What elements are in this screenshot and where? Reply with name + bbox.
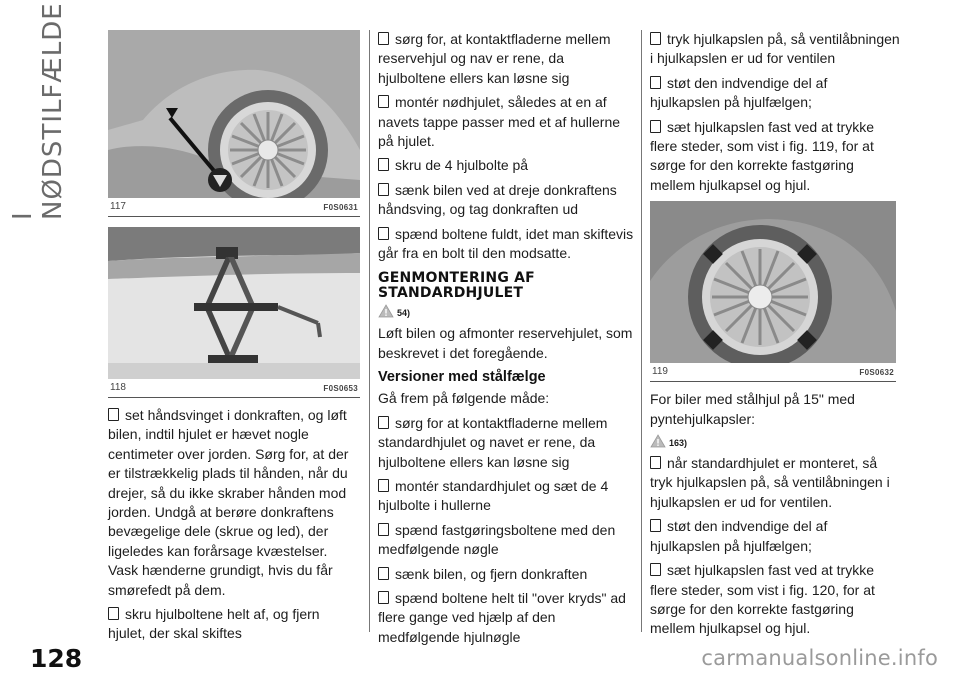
figure-caption — [650, 363, 896, 382]
figure-117 — [108, 30, 360, 217]
figure-number: 119 — [652, 366, 668, 378]
figure-caption — [108, 379, 360, 398]
instruction-item: sæt hjulkapslen fast ved at trykke flere steder, som vist i fig. 119, for at sørge for den korrekte fastgøring mellem hjulkapsel og hjul. — [650, 118, 900, 196]
column-divider — [369, 30, 370, 632]
instruction-item: spænd fastgøringsboltene med den medfølgende nøgle — [378, 521, 634, 560]
instruction-item: når standardhjulet er monteret, så tryk hjulkapslen på, så ventilåbningen i hjulkapslen er ud for ventilen. — [650, 454, 900, 512]
wheel-jack-point-illustration — [108, 30, 360, 198]
paragraph: Løft bilen og afmonter reservehjulet, som beskrevet i det foregående. — [378, 325, 633, 361]
watermark: carmanualsonline.info — [701, 646, 938, 670]
instruction-item: montér nødhjulet, således at en af navets tappe passer med et af hullerne på hjulet. — [378, 93, 634, 151]
warning-reference — [650, 434, 900, 448]
section-heading — [378, 271, 634, 300]
instruction-item: støt den indvendige del af hjulkapslen på hjulfælgen; — [650, 74, 900, 113]
instruction-item: set håndsvinget i donkraften, og løft bilen, indtil hjulet er hævet nogle centimeter over jorden. Sørg for, at der er tilstrækkelig plads til hånden, når du drejer, så du ikke skraber hånden mod jorden. Undgå at berøre donkraftens bevægelige dele (skrue og led), der ligeledes kan forårsage kvæstelser. Vask hænderne grundigt, hvis du får smørefedt på dem. — [108, 406, 360, 600]
instruction-item: skru de 4 hjulbolte på — [378, 156, 634, 175]
paragraph: Gå frem på følgende måde: — [378, 390, 550, 407]
warning-triangle-icon — [650, 434, 666, 448]
instruction-item: tryk hjulkapslen på, så ventilåbningen i hjulkapslen er ud for ventilen — [650, 30, 900, 69]
hubcap-press-points-illustration — [650, 201, 896, 363]
warning-ref-number: 163) — [669, 438, 688, 449]
instruction-item: sørg for at kontaktfladerne mellem standardhjulet og navet er rene, da hjulboltene ellers kan løsne sig — [378, 414, 634, 472]
paragraph: For biler med stålhjul på 15" med pyntehjulkapsler: — [650, 391, 855, 427]
subheading: Versioner med stålfælge — [378, 369, 546, 386]
warning-triangle-icon — [378, 304, 394, 318]
instruction-item: sænk bilen ved at dreje donkraftens håndsving, og tag donkraften ud — [378, 181, 634, 220]
instruction-item: sæt hjulkapslen fast ved at trykke flere steder, som vist i fig. 120, for at sørge for den korrekte fastgøring mellem hjulkapsel og hjul. — [650, 561, 900, 639]
section-heading-line: GENMONTERING AF — [378, 270, 535, 287]
figure-119 — [650, 201, 896, 382]
instruction-item: støt den indvendige del af hjulkapslen på hjulfælgen; — [650, 517, 900, 556]
figure-number: 118 — [110, 382, 126, 393]
figure-118 — [108, 227, 360, 398]
instruction-item: spænd boltene helt til "over kryds" ad flere gange ved hjælp af den medfølgende hjulnøgle — [378, 589, 634, 647]
instruction-item: skru hjulboltene helt af, og fjern hjulet, der skal skiftes — [108, 605, 360, 644]
column-3 — [650, 30, 900, 644]
figure-code: F0S0631 — [323, 203, 358, 212]
column-1 — [108, 30, 360, 649]
instruction-item: sørg for, at kontaktfladerne mellem reservehjul og nav er rene, da hjulboltene ellers kan løsne sig — [378, 30, 634, 88]
figure-number: 117 — [110, 201, 126, 212]
figure-caption — [108, 198, 360, 217]
instruction-item: sænk bilen, og fjern donkraften — [378, 565, 634, 584]
figure-code: F0S0632 — [859, 368, 894, 378]
warning-ref-number: 54) — [397, 308, 411, 319]
jack-under-car-illustration — [108, 227, 360, 379]
instruction-item: spænd boltene fuldt, idet man skiftevis går fra en bolt til den modsatte. — [378, 225, 634, 264]
column-2 — [378, 30, 634, 652]
section-title: I NØDSTILFÆLDE — [8, 2, 68, 220]
figure-code: F0S0653 — [323, 384, 358, 393]
warning-reference — [378, 304, 634, 318]
instruction-item: montér standardhjulet og sæt de 4 hjulbolte i hullerne — [378, 477, 634, 516]
page-number: 128 — [30, 644, 83, 673]
section-heading-line: STANDARDHJULET — [378, 284, 524, 301]
column-divider — [641, 30, 642, 632]
